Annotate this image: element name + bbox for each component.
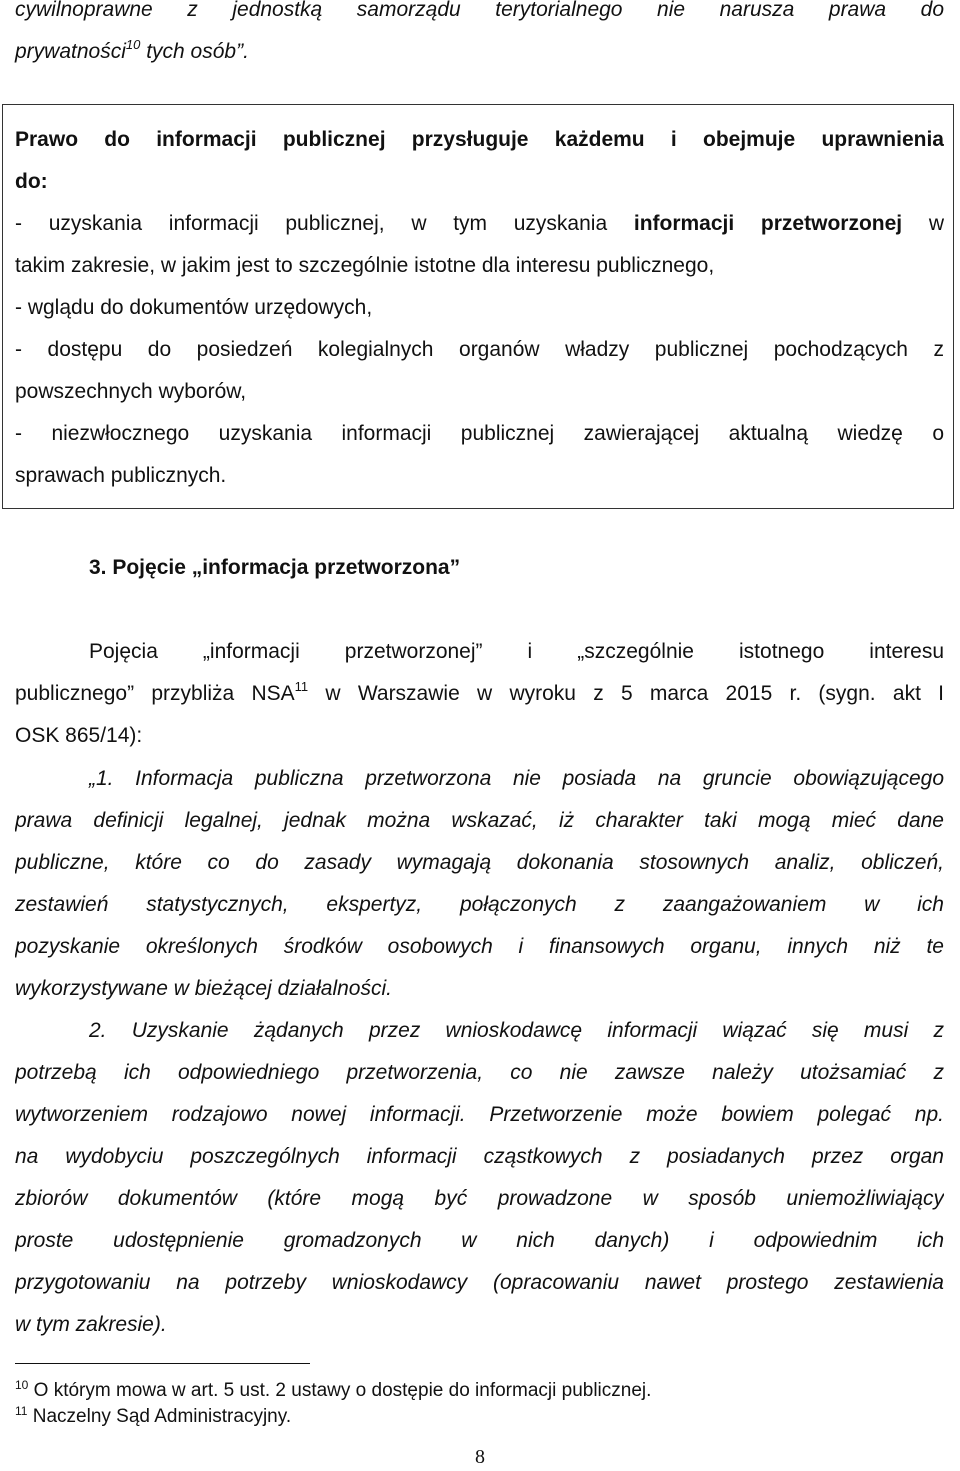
rights-item-4: - niezwłocznego uzyskania informacji publicznej zawierającej aktualną wiedzę o [15, 422, 944, 445]
para-line-1: Pojęcia „informacji przetworzonej” i „szczególnie istotnego interesu [89, 640, 944, 663]
rights-item-1-cont: takim zakresie, w jakim jest to szczególnie istotne dla interesu publicznego, [15, 254, 715, 277]
emphasis-processed-info: informacji przetworzonej [633, 212, 903, 235]
quote-line: „1. Informacja publiczna przetworzona nie posiada na gruncie obowiązującego [89, 767, 944, 790]
rights-item-1: - uzyskania informacji publicznej, w tym uzyskania informacji przetworzonej w [15, 212, 944, 235]
quote-line: przygotowaniu na potrzeby wnioskodawcy (opracowaniu nawet prostego zestawienia [15, 1271, 944, 1294]
footnote-ref-11: 11 [294, 679, 309, 694]
quote-line: zestawień statystycznych, ekspertyz, połączonych z zaangażowaniem w ich [15, 893, 944, 916]
para-line-2: publicznego” przybliża NSA$^{11}$ w Warszawie w wyroku z 5 marca 2015 r. (sygn. akt I [15, 679, 944, 705]
para-line-3: OSK 865/14): [15, 724, 143, 747]
quote-line: publiczne, które co do zasady wymagają dokonania stosownych analiz, obliczeń, [15, 851, 944, 874]
rights-heading: Prawo do informacji publicznej przysługuje każdemu i obejmuje uprawnienia [15, 128, 944, 151]
intro-line-1: cywilnoprawne z jednostką samorządu terytorialnego nie narusza prawa do [15, 0, 944, 21]
quote-line: na wydobyciu poszczególnych informacji cząstkowych z posiadanych przez organ [15, 1145, 944, 1168]
quote-line: wykorzystywane w bieżącej działalności. [15, 977, 392, 1000]
quote-line: 2. Uzyskanie żądanych przez wnioskodawcę informacji wiązać się musi z [89, 1019, 944, 1042]
rights-item-3-cont: powszechnych wyborów, [15, 380, 247, 403]
footnote-separator [15, 1363, 310, 1364]
rights-heading-cont: do: [15, 170, 48, 193]
quote-line: w tym zakresie). [15, 1313, 167, 1336]
footnote-11: $^{11}$ Naczelny Sąd Administracyjny. [15, 1404, 292, 1427]
intro-quote [15, 0, 944, 73]
rights-item-4-cont: sprawach publicznych. [15, 464, 227, 487]
quote-line: wytworzeniem rodzajowo nowej informacji. Przetworzenie może bowiem polegać np. [15, 1103, 944, 1126]
quote-line: prawa definicji legalnej, jednak można wskazać, iż charakter taki mogą mieć dane [15, 809, 944, 832]
court-quote [15, 758, 944, 1346]
page-number: 8 [475, 1446, 485, 1468]
quote-line: potrzebą ich odpowiedniego przetworzenia, co nie zawsze należy utożsamiać z [15, 1061, 944, 1084]
section-heading: 3. Pojęcie „informacja przetworzona” [89, 556, 461, 579]
intro-line-2: prywatności$^{10}$ tych osób”. [15, 37, 249, 63]
intro-paragraph [15, 631, 944, 757]
quote-line: zbiorów dokumentów (które mogą być prowadzone w sposób uniemożliwiający [15, 1187, 944, 1210]
footnote-10: $^{10}$ O którym mowa w art. 5 ust. 2 ustawy o dostępie do informacji publicznej. [15, 1378, 652, 1401]
footnote-ref-10: 10 [125, 37, 141, 52]
rights-item-2: - wglądu do dokumentów urzędowych, [15, 296, 373, 319]
quote-line: pozyskanie określonych środków osobowych i finansowych organu, innych niż te [15, 935, 944, 958]
quote-line: proste udostępnienie gromadzonych w nich danych) i odpowiednim ich [15, 1229, 944, 1252]
rights-item-3: - dostępu do posiedzeń kolegialnych organów władzy publicznej pochodzących z [15, 338, 944, 361]
rights-list [15, 119, 944, 497]
